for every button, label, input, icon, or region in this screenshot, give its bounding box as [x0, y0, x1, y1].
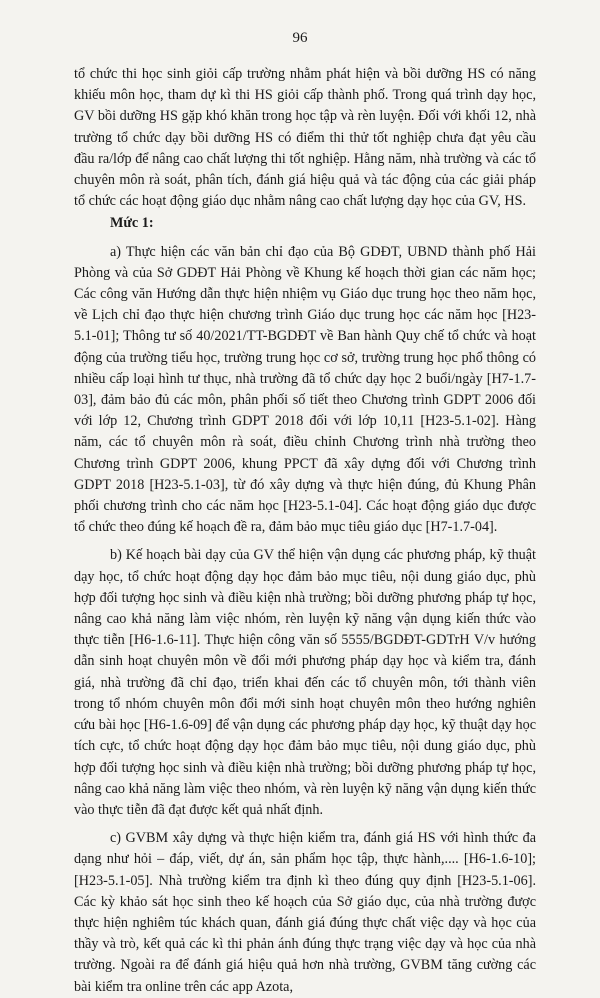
intro-paragraph: tổ chức thi học sinh giỏi cấp trường nhằm phát hiện và bồi dưỡng HS có năng khiếu môn học, tham dự kì thi HS giỏi cấp thành phố. Trong quá trình dạy học, GV bồi dưỡng HS gặp khó khăn trong học tập và rèn luyện. Đối với khối 12, nhà trường tổ chức dạy bồi dưỡng HS có điểm thi thử tốt nghiệp chưa đạt yêu cầu đầu ra/lớp để nâng cao chất lượng thi tốt nghiệp. Hằng năm, nhà trường và các tổ chuyên môn rà soát, phân tích, đánh giá hiệu quả và tác động của các giải pháp tổ chức các hoạt động giáo dục nhằm nâng cao chất lượng dạy học của GV, HS. — [74, 66, 536, 210]
paragraph-b: b) Kế hoạch bài dạy của GV thể hiện vận dụng các phương pháp, kỹ thuật dạy học, tổ chức hoạt động dạy học đảm bảo mục tiêu, nội dung giáo dục, phù hợp đối tượng học sinh và điều kiện nhà trường; bồi dưỡng phương pháp tự học, nâng cao khả năng làm việc nhóm, rèn luyện kỹ năng vận dụng kiến thức vào thực tiễn [H6-1.6-11]. Thực hiện công văn số 5555/BGDĐT-GDTrH V/v hướng dẫn sinh hoạt chuyên môn về đổi mới phương pháp dạy học và kiểm tra, đánh giá, nhà trường đã chỉ đạo, triển khai đến các tổ chuyên môn, tới thành viên trong tổ nhóm chuyên môn đổi mới sinh hoạt chuyên môn theo hướng nghiên cứu bài học [H6-1.6-09] để vận dụng các phương pháp dạy học, kỹ thuật dạy học tích cực, tổ chức hoạt động dạy học đảm bảo mục tiêu, nội dung giáo dục, phù hợp đối tượng học sinh và điều kiện nhà trường; bồi dưỡng phương pháp tự học, nâng cao khả năng làm việc theo nhóm, và rèn luyện kỹ năng vận dụng kiến thức vào thực tiễn đã đạt được kết quả nhất định. — [74, 547, 536, 818]
section-heading: Mức 1: — [110, 215, 154, 232]
document-body — [74, 64, 536, 998]
page-number: 96 — [292, 30, 308, 46]
paragraph-c: c) GVBM xây dựng và thực hiện kiểm tra, đánh giá HS với hình thức đa dạng như hỏi – đáp, viết, dự án, sản phẩm học tập, thực hành,.... [H6-1.6-10]; [H23-5.1-05]. Nhà trường kiểm tra định kì theo đúng quy định [H23-5.1-06]. Các kỳ khảo sát học sinh theo kế hoạch của Sở giáo dục, của nhà trường được thực hiện nghiêm túc khách quan, đánh giá đúng thực chất việc dạy và học của thầy và trò, kết quả các kì thi phản ánh đúng thực trạng việc dạy và học của nhà trường. Ngoài ra để đánh giá hiệu quả hơn nhà trường, GVBM tăng cường các bài kiểm tra online trên các app Azota, — [74, 830, 536, 995]
paragraph-a: a) Thực hiện các văn bản chỉ đạo của Bộ GDĐT, UBND thành phố Hải Phòng và của Sở GDĐT Hải Phòng về Khung kế hoạch thời gian các năm học; Các công văn Hướng dẫn thực hiện nhiệm vụ Giáo dục trung học theo năm học, về Lịch chỉ đạo thực hiện chương trình Giáo dục trung học các năm học [H23-5.1-01]; Thông tư số 40/2021/TT-BGDĐT về Ban hành Quy chế tổ chức và hoạt động của trường tiểu học, trường trung học cơ sở, trường trung học phổ thông có nhiều cấp loại hình tư thục, nhà trường đã tổ chức dạy học 2 buổi/ngày [H7-1.7-03], đảm bảo đủ các môn, phân phối số tiết theo Chương trình GDPT 2006 đối với lớp 12, Chương trình GDPT 2018 đối với lớp 10,11 [H23-5.1-02]. Hàng năm, các tổ chuyên môn rà soát, điều chỉnh Chương trình nhà trường theo Chương trình GDPT 2006, khung PPCT đã xây dựng đối với Chương trình GDPT 2018 [H23-5.1-03], từ đó xây dựng và thực hiện đúng, đủ Khung Phân phối chương trình cho các năm học [H23-5.1-04]. Các hoạt động giáo dục được tổ chức theo đúng kế hoạch đề ra, đảm bảo mục tiêu giáo dục [H7-1.7-04]. — [74, 243, 536, 536]
